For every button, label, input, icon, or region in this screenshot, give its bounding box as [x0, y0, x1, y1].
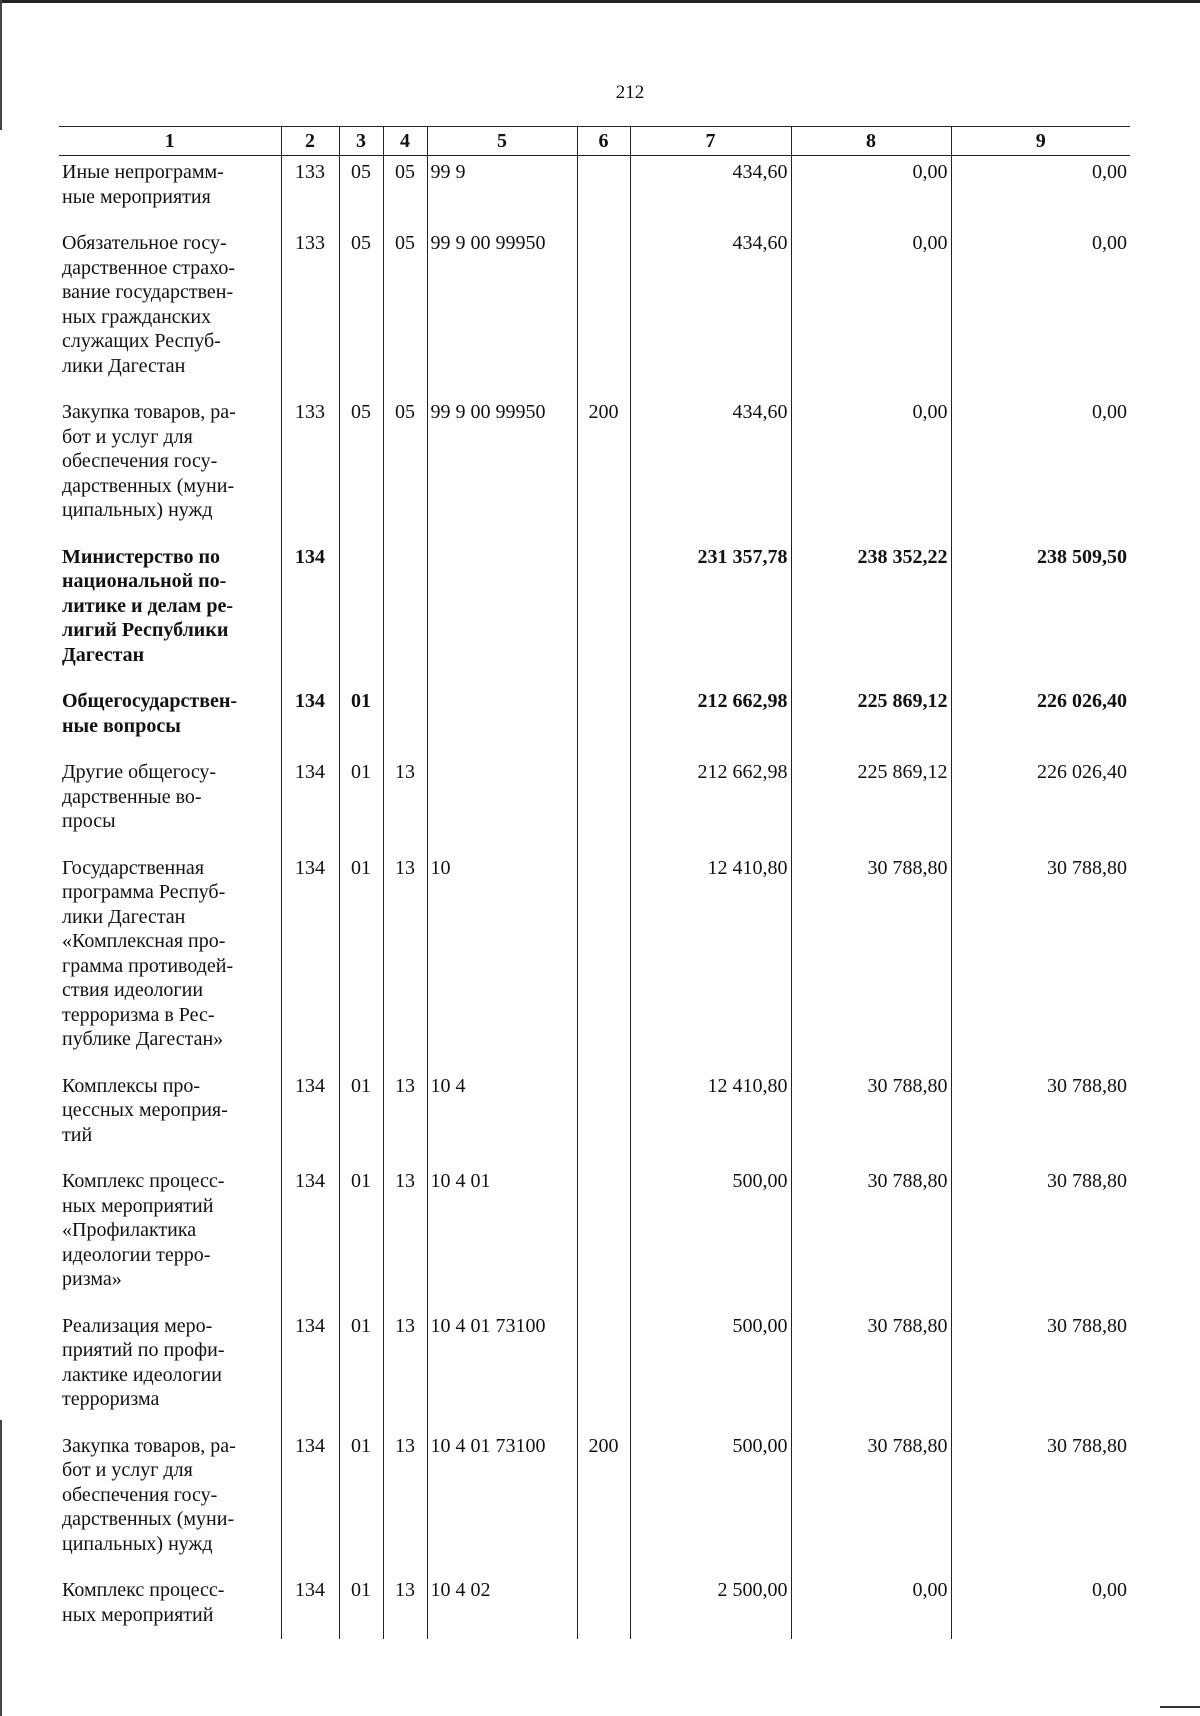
amount-col9-cell: 30 788,80	[951, 1310, 1130, 1430]
item-name-cell: Государственная программа Респуб- лики Дагестан «Комплексная про- грамма противодей- ствия идеологии терроризма в Рес- публике Дагестан»	[62, 856, 234, 1050]
col-header-7: 7	[630, 127, 791, 156]
amount-col7-cell: 434,60	[630, 156, 791, 228]
col-header-8: 8	[791, 127, 951, 156]
expense-type-cell	[577, 541, 630, 686]
scan-mark-bottom-right	[1160, 1706, 1200, 1708]
amount-col7-cell: 2 500,00	[630, 1574, 791, 1639]
amount-col8-cell: 30 788,80	[791, 1310, 951, 1430]
expense-type-cell	[577, 852, 630, 1070]
col-header-4: 4	[383, 127, 427, 156]
expense-type-cell	[577, 1165, 630, 1310]
amount-col8-cell: 238 352,22	[791, 541, 951, 686]
amount-col9-cell: 0,00	[951, 1574, 1130, 1639]
col-header-3: 3	[339, 127, 383, 156]
expense-type-cell	[577, 685, 630, 756]
target-article-cell: 99 9	[427, 156, 577, 228]
target-article-cell: 10 4	[427, 1070, 577, 1166]
expense-type-cell	[577, 156, 630, 228]
code-cell: 134	[281, 685, 339, 756]
section-cell: 01	[339, 1310, 383, 1430]
amount-col8-cell: 30 788,80	[791, 1430, 951, 1575]
amount-col7-cell: 12 410,80	[630, 852, 791, 1070]
subsection-cell: 13	[383, 852, 427, 1070]
target-article-cell: 10 4 01 73100	[427, 1430, 577, 1575]
item-name-cell: Иные непрограмм- ные мероприятия	[62, 161, 224, 208]
amount-col7-cell: 231 357,78	[630, 541, 791, 686]
table-row	[59, 852, 1130, 1070]
col-header-6: 6	[577, 127, 630, 156]
target-article-cell: 99 9 00 99950	[427, 227, 577, 396]
amount-col7-cell: 212 662,98	[630, 685, 791, 756]
expense-type-cell	[577, 1574, 630, 1639]
amount-col8-cell: 0,00	[791, 156, 951, 228]
code-cell: 133	[281, 227, 339, 396]
target-article-cell: 10 4 01 73100	[427, 1310, 577, 1430]
subsection-cell: 05	[383, 227, 427, 396]
item-name-cell: Комплекс процесс- ных мероприятий «Профилактика идеологии терро- ризма»	[62, 1170, 225, 1290]
budget-table	[59, 126, 1130, 1639]
scan-edge-left	[0, 0, 2, 130]
amount-col7-cell: 212 662,98	[630, 756, 791, 852]
page-number: 212	[615, 82, 645, 103]
subsection-cell: 13	[383, 1165, 427, 1310]
section-cell: 05	[339, 396, 383, 541]
amount-col8-cell: 0,00	[791, 396, 951, 541]
expense-type-cell: 200	[577, 1430, 630, 1575]
scan-edge-left-lower	[0, 1420, 2, 1716]
code-cell: 133	[281, 396, 339, 541]
table-row	[59, 1070, 1130, 1166]
code-cell: 134	[281, 852, 339, 1070]
target-article-cell: 10	[427, 852, 577, 1070]
col-header-5: 5	[427, 127, 577, 156]
code-cell: 134	[281, 1574, 339, 1639]
target-article-cell: 10 4 01	[427, 1165, 577, 1310]
target-article-cell	[427, 685, 577, 756]
item-name-cell: Закупка товаров, ра- бот и услуг для обеспечения госу- дарственных (муни- ципальных) нужд	[62, 1434, 236, 1555]
scan-edge-top	[0, 0, 1200, 3]
item-name-cell: Реализация меро- приятий по профи- лактике идеологии терроризма	[62, 1314, 225, 1410]
code-cell: 134	[281, 541, 339, 686]
subsection-cell	[383, 685, 427, 756]
table-row	[59, 1310, 1130, 1430]
section-cell: 01	[339, 1574, 383, 1639]
amount-col8-cell: 225 869,12	[791, 685, 951, 756]
section-cell: 01	[339, 852, 383, 1070]
item-name-cell: Министерство по национальной по- литике и делам ре- лигий Республики Дагестан	[62, 545, 234, 666]
amount-col8-cell: 30 788,80	[791, 852, 951, 1070]
amount-col9-cell: 0,00	[951, 227, 1130, 396]
expense-type-cell	[577, 1070, 630, 1166]
amount-col9-cell: 226 026,40	[951, 756, 1130, 852]
amount-col7-cell: 12 410,80	[630, 1070, 791, 1166]
subsection-cell: 05	[383, 396, 427, 541]
table-row	[59, 396, 1130, 541]
amount-col7-cell: 434,60	[630, 396, 791, 541]
code-cell: 134	[281, 1165, 339, 1310]
target-article-cell: 10 4 02	[427, 1574, 577, 1639]
item-name-cell: Обязательное госу- дарственное страхо- вание государствен- ных гражданских служащих Респуб- лики Дагестан	[62, 232, 236, 377]
section-cell	[339, 541, 383, 686]
subsection-cell: 13	[383, 1430, 427, 1575]
expense-type-cell	[577, 756, 630, 852]
amount-col8-cell: 30 788,80	[791, 1070, 951, 1166]
col-header-2: 2	[281, 127, 339, 156]
section-cell: 01	[339, 1070, 383, 1166]
amount-col8-cell: 30 788,80	[791, 1165, 951, 1310]
amount-col7-cell: 434,60	[630, 227, 791, 396]
item-name-cell: Закупка товаров, ра- бот и услуг для обеспечения госу- дарственных (муни- ципальных) нужд	[62, 401, 236, 521]
subsection-cell: 13	[383, 1574, 427, 1639]
item-name-cell: Общегосударствен- ные вопросы	[62, 690, 238, 737]
expense-type-cell	[577, 1310, 630, 1430]
amount-col7-cell: 500,00	[630, 1310, 791, 1430]
amount-col9-cell: 30 788,80	[951, 1070, 1130, 1166]
expense-type-cell	[577, 227, 630, 396]
target-article-cell	[427, 756, 577, 852]
code-cell: 134	[281, 1310, 339, 1430]
amount-col9-cell: 226 026,40	[951, 685, 1130, 756]
table-row	[59, 1430, 1130, 1575]
item-name-cell: Комплекс процесс- ных мероприятий	[62, 1579, 225, 1626]
section-cell: 05	[339, 156, 383, 228]
amount-col9-cell: 30 788,80	[951, 1165, 1130, 1310]
code-cell: 134	[281, 1430, 339, 1575]
amount-col9-cell: 0,00	[951, 156, 1130, 228]
subsection-cell	[383, 541, 427, 686]
header-row	[59, 127, 1130, 156]
amount-col9-cell: 0,00	[951, 396, 1130, 541]
section-cell: 01	[339, 1165, 383, 1310]
amount-col7-cell: 500,00	[630, 1430, 791, 1575]
code-cell: 133	[281, 156, 339, 228]
amount-col8-cell: 0,00	[791, 227, 951, 396]
section-cell: 01	[339, 1430, 383, 1575]
subsection-cell: 13	[383, 1070, 427, 1166]
amount-col9-cell: 30 788,80	[951, 852, 1130, 1070]
amount-col7-cell: 500,00	[630, 1165, 791, 1310]
target-article-cell: 99 9 00 99950	[427, 396, 577, 541]
item-name-cell: Комплексы про- цессных мероприя- тий	[62, 1074, 228, 1146]
section-cell: 01	[339, 685, 383, 756]
amount-col8-cell: 225 869,12	[791, 756, 951, 852]
table-row	[59, 541, 1130, 686]
table-row	[59, 1165, 1130, 1310]
section-cell: 05	[339, 227, 383, 396]
code-cell: 134	[281, 1070, 339, 1166]
amount-col9-cell: 238 509,50	[951, 541, 1130, 686]
subsection-cell: 13	[383, 756, 427, 852]
amount-col9-cell: 30 788,80	[951, 1430, 1130, 1575]
section-cell: 01	[339, 756, 383, 852]
col-header-1: 1	[59, 127, 281, 156]
table-row	[59, 227, 1130, 396]
table-row	[59, 756, 1130, 852]
table-row	[59, 1574, 1130, 1639]
code-cell: 134	[281, 756, 339, 852]
subsection-cell: 13	[383, 1310, 427, 1430]
col-header-9: 9	[951, 127, 1130, 156]
expense-type-cell: 200	[577, 396, 630, 541]
amount-col8-cell: 0,00	[791, 1574, 951, 1639]
table-row	[59, 685, 1130, 756]
subsection-cell: 05	[383, 156, 427, 228]
table-row	[59, 156, 1130, 228]
target-article-cell	[427, 541, 577, 686]
item-name-cell: Другие общегосу- дарственные во- просы	[62, 761, 217, 832]
